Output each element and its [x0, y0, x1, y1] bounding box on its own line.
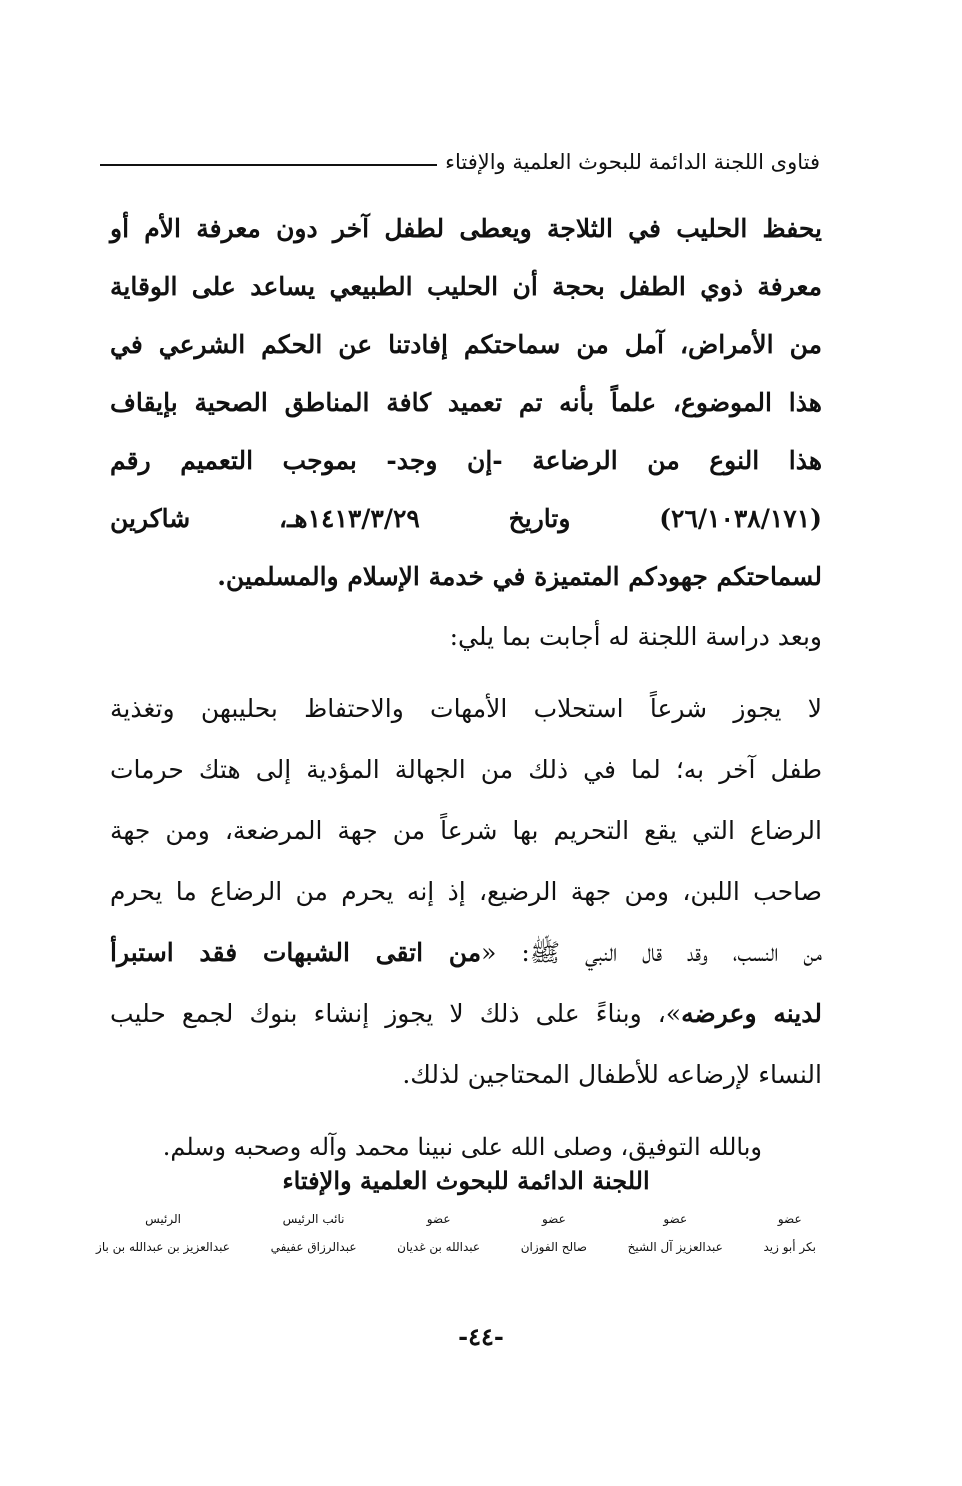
question-text: [110, 200, 822, 606]
signatory-role: عضو: [541, 1212, 566, 1226]
hadith-quote: من اتقى الشبهات فقد استبرأ: [110, 938, 482, 967]
answer-line: النساء لإرضاعه للأطفال المحتاجين لذلك.: [402, 1060, 822, 1089]
answer-line: صاحب اللبن، ومن جهة الرضيع، إذ إنه يحرم من الرضاع ما يحرم: [110, 877, 822, 906]
signatory-name: صالح الفوزان: [520, 1240, 587, 1254]
body-text: [110, 200, 822, 1191]
signatory-role: نائب الرئيس: [282, 1212, 345, 1226]
answer-line: [110, 983, 822, 1044]
question-line: يحفظ الحليب في الثلاجة ويعطى لطفل آخر دون معرفة الأم أو: [110, 214, 822, 243]
signatory-role: عضو: [426, 1212, 451, 1226]
signatory-role: عضو: [663, 1212, 688, 1226]
answer-line: طفل آخر به؛ لما في ذلك من الجهالة المؤدية إلى هتك حرمات: [110, 755, 822, 784]
question-line: لسماحتكم جهودكم المتميزة في خدمة الإسلام والمسلمين.: [217, 562, 822, 591]
signatory-role: عضو: [777, 1212, 802, 1226]
answer-line-rest: »، وبناءً على ذلك لا يجوز إنشاء بنوك لجمع حليب: [110, 999, 682, 1028]
closing-line: وبالله التوفيق، وصلى الله على نبينا محمد وآله وصحبه وسلم.: [162, 1133, 762, 1161]
signatory: [271, 1212, 357, 1254]
answer-line: [110, 922, 822, 983]
question-line: هذا الموضوع، علماً بأنه تم تعميد كافة المناطق الصحية بإيقاف: [110, 388, 822, 417]
signatory-role: الرئيس: [145, 1212, 181, 1226]
signatory-name: عبدالرزاق عفيفي: [270, 1240, 357, 1254]
signatures-row: [96, 1212, 816, 1254]
answer-line-prefix: من النسب، وقد قال النبي ﷺ: «: [481, 938, 822, 967]
signatory-name: عبدالعزيز آل الشيخ: [627, 1240, 723, 1254]
answer-line: الرضاع التي يقع التحريم بها شرعاً من جهة المرضعة، ومن جهة: [110, 816, 822, 845]
header-rule: [100, 164, 437, 166]
answer-line: لا يجوز شرعاً استحلاب الأمهات والاحتفاظ بحليبهن وتغذية: [110, 694, 822, 723]
signatory-name: بكر أبو زيد: [763, 1240, 816, 1254]
signatory: [628, 1212, 723, 1254]
answer-intro: وبعد دراسة اللجنة له أجابت بما يلي:: [449, 622, 822, 651]
question-line: من الأمراض، آمل من سماحتكم إفادتنا عن الحكم الشرعي في: [110, 330, 822, 359]
question-line: (٢٦/١٠٣٨/١٧١) وتاريخ ١٤١٣/٣/٢٩هـ، شاكرين: [110, 504, 822, 533]
signatory: [763, 1212, 816, 1254]
question-line: هذا النوع من الرضاعة -إن وجد- بموجب التعميم رقم: [110, 446, 822, 475]
running-header: [100, 142, 820, 182]
hadith-quote-end: لدينه وعرضه: [681, 999, 822, 1028]
signatory: [521, 1212, 587, 1254]
signatures-block: [96, 1212, 816, 1254]
committee-title: اللجنة الدائمة للبحوث العلمية والإفتاء: [282, 1166, 650, 1195]
page-number: -٤٤-: [458, 1322, 504, 1351]
signatory: [397, 1212, 480, 1254]
running-title: فتاوى اللجنة الدائمة للبحوث العلمية والإفتاء: [445, 150, 820, 174]
answer-text: [110, 678, 822, 1105]
signatory-name: عبدالله بن غديان: [397, 1240, 481, 1254]
signatory-name: عبدالعزيز بن عبدالله بن باز: [96, 1240, 230, 1254]
signatory: [96, 1212, 230, 1254]
question-line: معرفة ذوي الطفل بحجة أن الحليب الطبيعي يساعد على الوقاية: [110, 272, 822, 301]
